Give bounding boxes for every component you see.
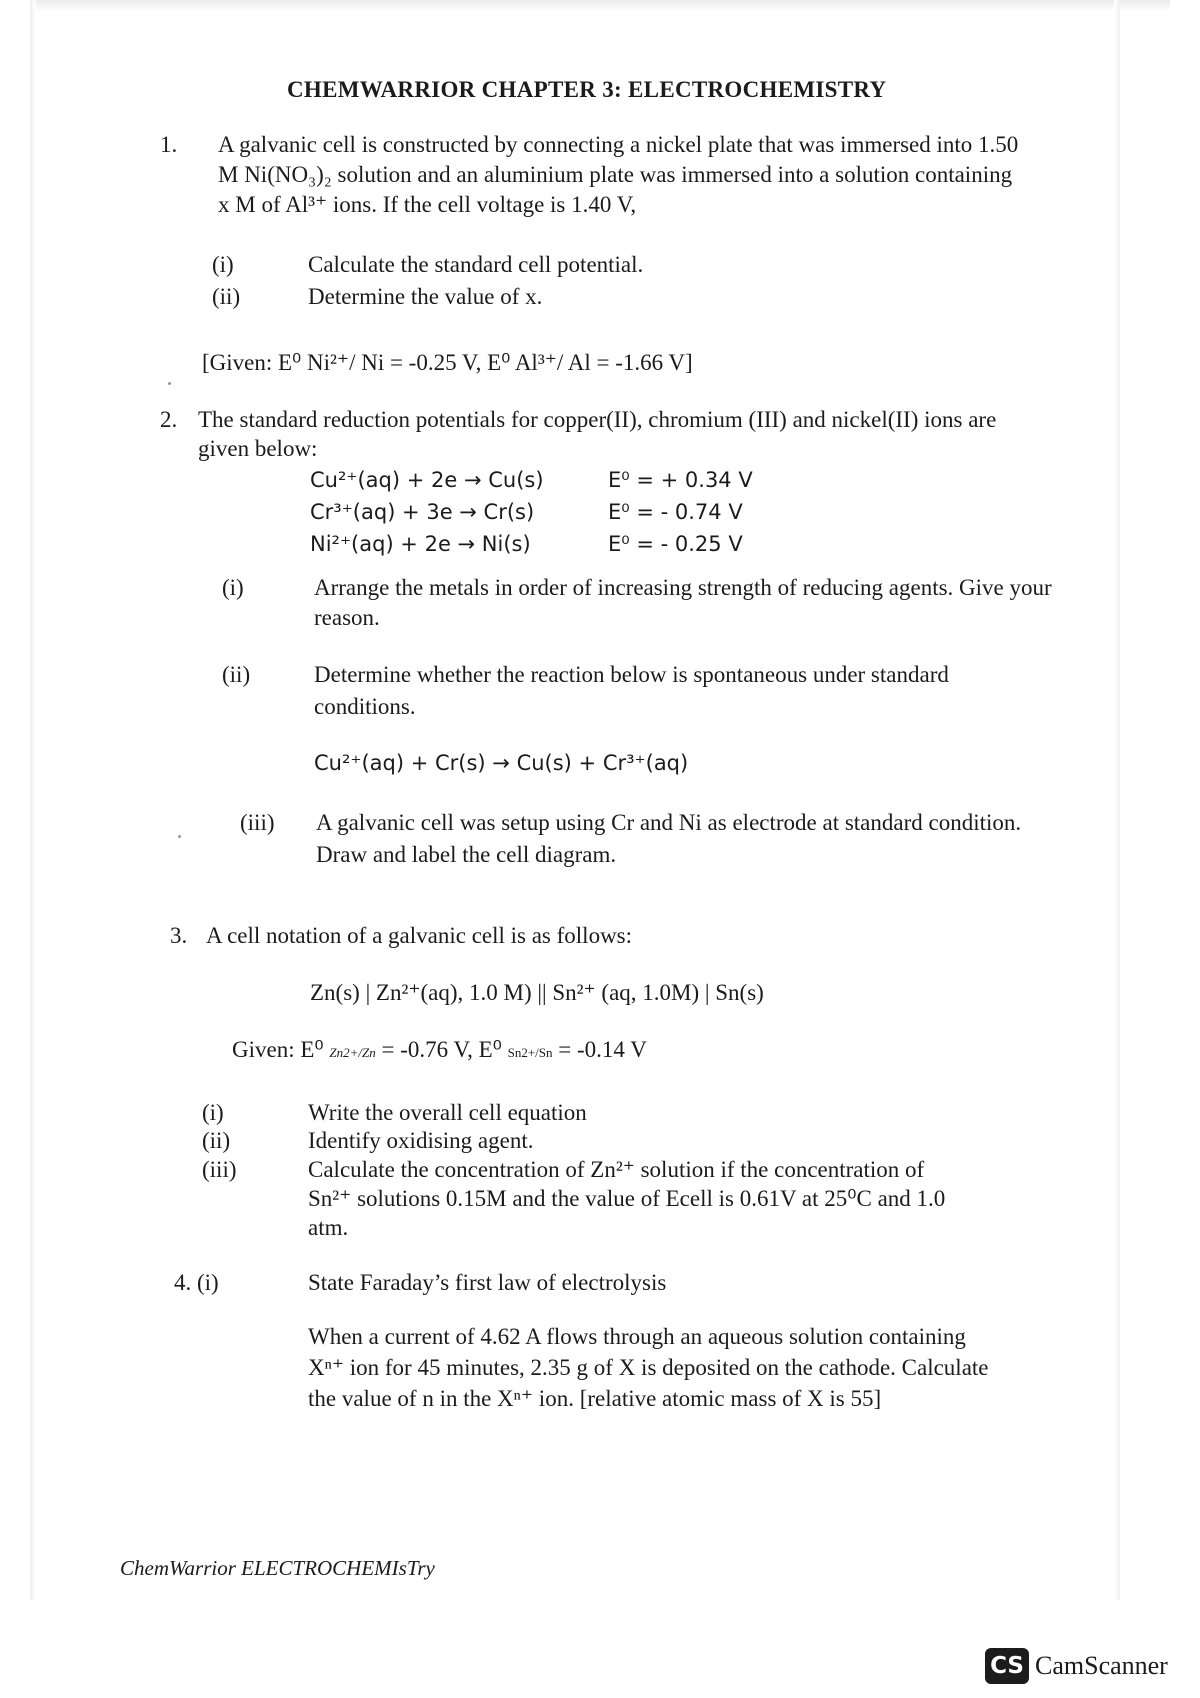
part-text: Identify oxidising agent.: [308, 1128, 534, 1153]
scan-edge-left: [30, 0, 36, 1600]
question-text-line: Xⁿ⁺ ion for 45 minutes, 2.35 g of X is deposited on the cathode. Calculate: [308, 1355, 989, 1380]
part-label: (ii): [222, 662, 251, 687]
camscanner-logo-icon: CS: [985, 1648, 1029, 1684]
part-label: (i): [202, 1100, 224, 1125]
part-label: (i): [222, 575, 244, 600]
scan-speck: [178, 835, 181, 838]
part-text: Arrange the metals in order of increasing strength of reducing agents. Give your: [314, 575, 1052, 600]
given-end: = -0.14 V: [558, 1037, 647, 1062]
part-text: Write the overall cell equation: [308, 1100, 587, 1125]
reaction-potential: E⁰ = - 0.74 V: [608, 500, 743, 524]
part-text: State Faraday’s first law of electrolysis: [308, 1270, 667, 1295]
reaction-equation: Cu²⁺(aq) + Cr(s) → Cu(s) + Cr³⁺(aq): [314, 751, 689, 775]
part-label: (i): [212, 252, 234, 277]
part-label: (iii): [240, 810, 275, 835]
question-text-line: the value of n in the Xⁿ⁺ ion. [relative atomic mass of X is 55]: [308, 1386, 882, 1411]
part-text: Calculate the standard cell potential.: [308, 252, 644, 277]
question-number: 4. (i): [174, 1270, 219, 1295]
reaction-potential: E⁰ = + 0.34 V: [608, 468, 753, 492]
given-prefix: Given: E⁰: [232, 1037, 324, 1062]
part-text: Draw and label the cell diagram.: [316, 842, 617, 867]
page-title: CHEMWARRIOR CHAPTER 3: ELECTROCHEMISTRY: [287, 77, 887, 102]
reaction-equation: Ni²⁺(aq) + 2e → Ni(s): [310, 532, 531, 556]
part-text: A galvanic cell was setup using Cr and Ni as electrode at standard condition.: [316, 810, 1022, 835]
given-middle: = -0.76 V, E⁰: [381, 1037, 502, 1062]
question-text-line: A galvanic cell is constructed by connecting a nickel plate that was immersed into 1.50: [218, 132, 1019, 157]
part-text: Determine the value of x.: [308, 284, 543, 309]
question-text-line: x M of Al³⁺ ions. If the cell voltage is 1.40 V,: [218, 192, 637, 217]
question-number: 2.: [160, 407, 178, 432]
reaction-equation: Cr³⁺(aq) + 3e → Cr(s): [310, 500, 535, 524]
camscanner-watermark: CamScanner: [1035, 1651, 1168, 1680]
question-text-line: given below:: [198, 436, 318, 461]
cell-notation: Zn(s) | Zn²⁺(aq), 1.0 M) || Sn²⁺ (aq, 1.0M) | Sn(s): [310, 980, 764, 1005]
given-subscript: Sn2+/Sn: [507, 1045, 553, 1060]
part-text: Sn²⁺ solutions 0.15M and the value of Ecell is 0.61V at 25⁰C and 1.0: [308, 1186, 946, 1211]
given-subscript: Zn2+/Zn: [329, 1045, 376, 1060]
given-values: [232, 1035, 647, 1068]
part-text: conditions.: [314, 694, 416, 719]
scan-edge-top: [30, 0, 1170, 12]
question-number: 1.: [160, 132, 178, 157]
part-label: (ii): [212, 284, 241, 309]
scan-speck: [168, 382, 171, 385]
question-text-line: The standard reduction potentials for copper(II), chromium (III) and nickel(II) ions are: [198, 407, 997, 432]
part-text: atm.: [308, 1215, 349, 1240]
question-text-line: When a current of 4.62 A flows through an aqueous solution containing: [308, 1324, 966, 1349]
question-number: 3.: [170, 923, 188, 948]
footer-text: ChemWarrior ELECTROCHEMIsTry: [120, 1556, 435, 1580]
part-label: (iii): [202, 1157, 237, 1182]
question-text-line: A cell notation of a galvanic cell is as follows:: [206, 923, 633, 948]
scan-edge-right: [1114, 0, 1120, 1600]
part-text: Determine whether the reaction below is spontaneous under standard: [314, 662, 949, 687]
question-text-line: M Ni(NO₃)₂ solution and an aluminium plate was immersed into a solution containing: [218, 162, 1013, 187]
given-values: [Given: E⁰ Ni²⁺/ Ni = -0.25 V, E⁰ Al³⁺/ Al = -1.66 V]: [202, 350, 693, 375]
part-label: (ii): [202, 1128, 231, 1153]
reaction-potential: E⁰ = - 0.25 V: [608, 532, 743, 556]
reaction-equation: Cu²⁺(aq) + 2e → Cu(s): [310, 468, 544, 492]
part-text: Calculate the concentration of Zn²⁺ solution if the concentration of: [308, 1157, 925, 1182]
part-text: reason.: [314, 605, 380, 630]
